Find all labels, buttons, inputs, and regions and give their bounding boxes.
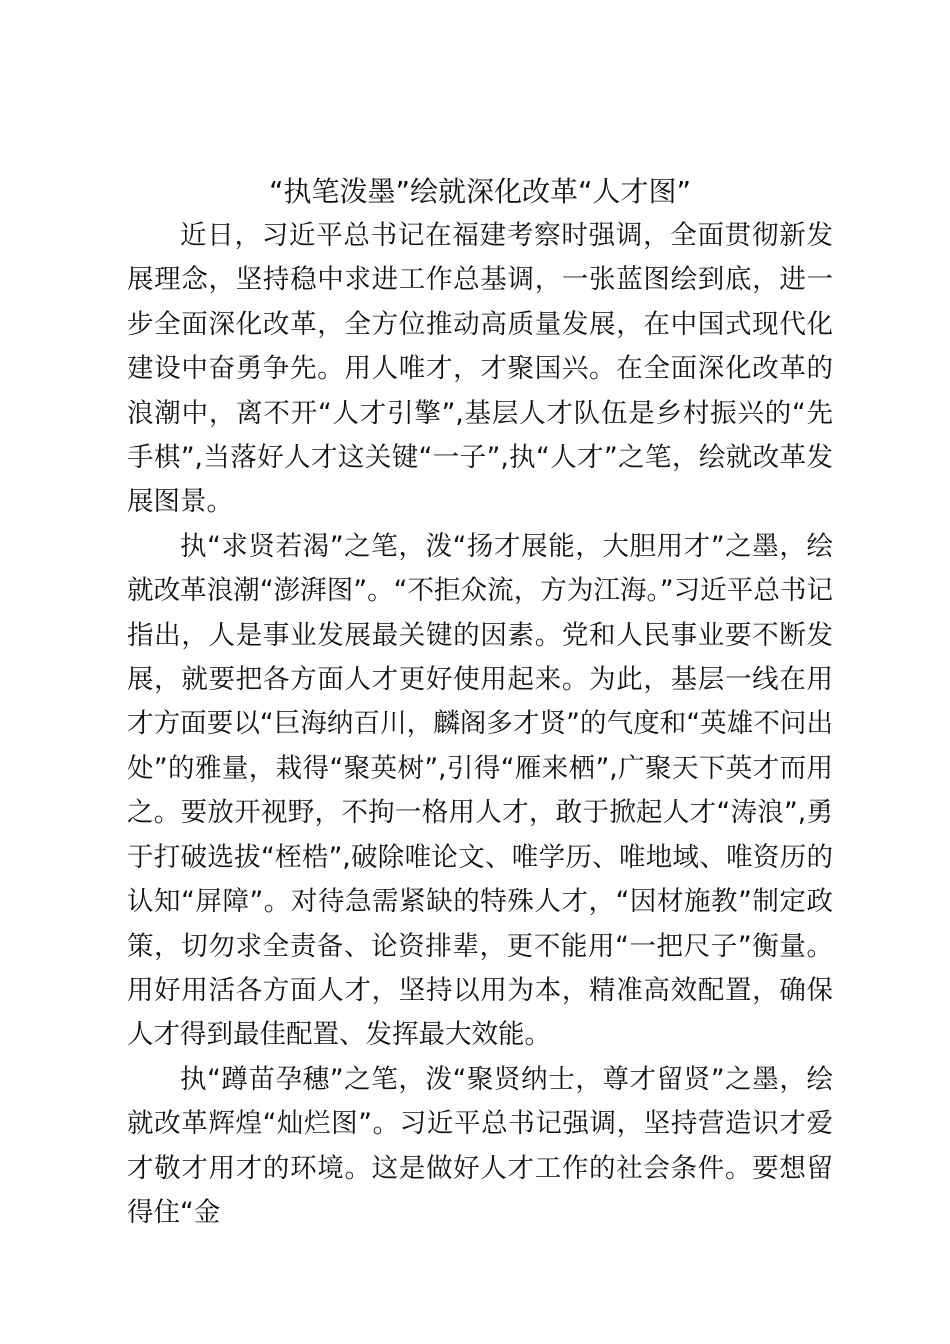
paragraph-1: 近日，习近平总书记在福建考察时强调，全面贯彻新发展理念，坚持稳中求进工作总基调，一张蓝图绘到底，进一步全面深化改革，全方位推动高质量发展，在中国式现代化建设中奋勇争先。用人唯才，才聚国兴。在全面深化改革的浪潮中，离不开“人才引擎”,基层人才队伍是乡村振兴的“先手棋”,当落好人才这关键“一子”,执“人才”之笔，绘就改革发展图景。 xyxy=(127,220,833,518)
document-body xyxy=(127,170,833,1235)
document-title: “执笔泼墨”绘就深化改革“人才图” xyxy=(268,175,692,208)
paragraph-3: 执“蹲苗孕穗”之笔，泼“聚贤纳士，尊才留贤”之墨，绘就改革辉煌“灿烂图”。习近平总书记强调，坚持营造识才爱才敬才用才的环境。这是做好人才工作的社会条件。要想留得住“金 xyxy=(127,1063,833,1228)
paragraph-2: 执“求贤若渴”之笔，泼“扬才展能，大胆用才”之墨，绘就改革浪潮“澎湃图”。“不拒众流，方为江海。”习近平总书记指出，人是事业发展最关键的因素。党和人民事业要不断发展，就要把各方面人才更好使用起来。为此，基层一线在用才方面要以“巨海纳百川，麟阁多才贤”的气度和“英雄不问出处”的雅量，栽得“聚英树”,引得“雁来栖”,广聚天下英才而用之。要放开视野，不拘一格用人才，敢于掀起人才“涛浪”,勇于打破选拔“桎梏”,破除唯论文、唯学历、唯地域、唯资历的认知“屏障”。对待急需紧缺的特殊人才，“因材施教”制定政策，切勿求全责备、论资排辈，更不能用“一把尺子”衡量。用好用活各方面人才，坚持以用为本，精准高效配置，确保人才得到最佳配置、发挥最大效能。 xyxy=(127,530,833,1051)
